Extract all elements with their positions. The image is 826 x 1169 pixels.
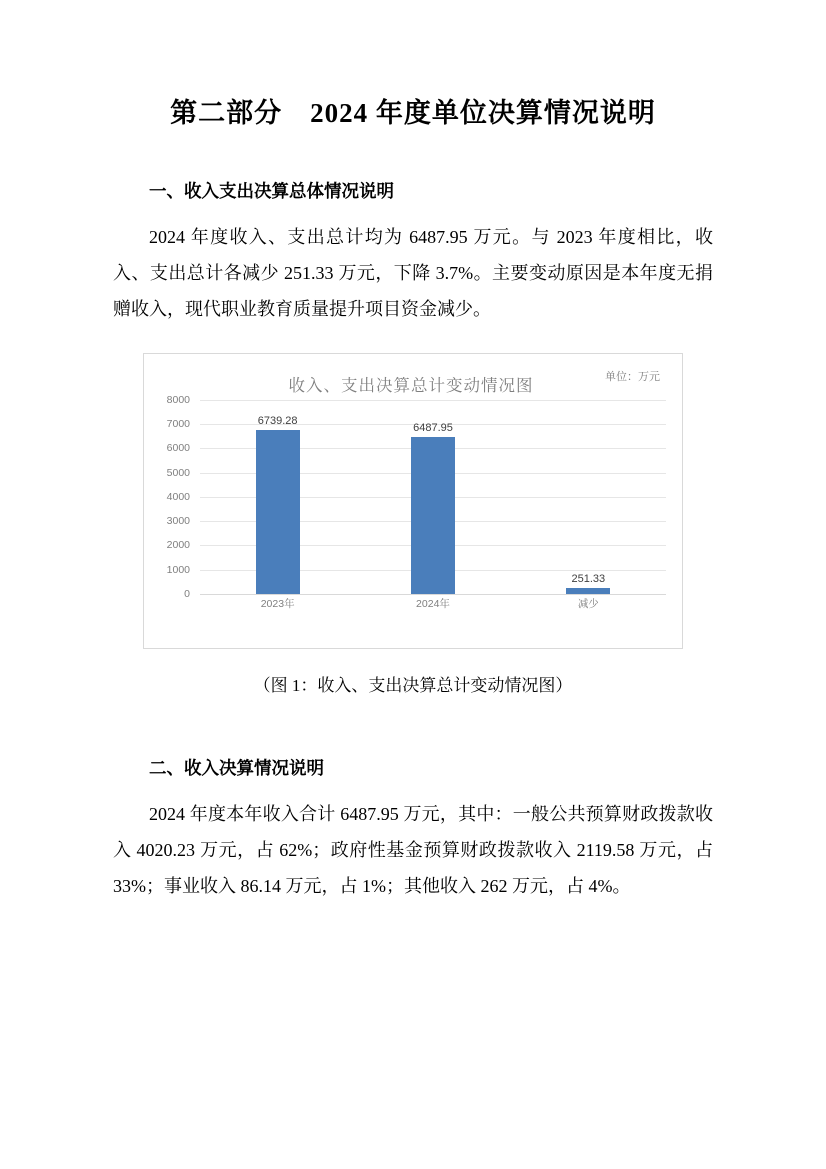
spacer [113,205,713,219]
chart-y-axis [152,393,196,600]
bar-group [200,400,355,594]
spacer [113,133,713,177]
y-tick: 7000 [166,418,190,431]
bar-group [355,400,510,594]
y-tick: 6000 [166,442,190,455]
bar-value-label: 6487.95 [413,421,453,434]
spacer [113,696,713,754]
section-heading-two: 二、收入决算情况说明 [149,757,324,778]
bar-value-label: 251.33 [571,572,606,585]
y-tick: 0 [184,587,190,600]
spacer [113,782,713,796]
x-tick: 2023年 [260,597,295,610]
chart-bars [200,400,666,594]
title-part-one: 第二部分 [170,98,283,128]
section-heading-one: 一、收入支出决算总体情况说明 [149,180,394,201]
section-two-paragraph: 2024 年度本年收入合计 6487.95 万元，其中：一般公共预算财政拨款收入 4020.23 万元，占 62%；政府性基金预算财政拨款收入 2119.58 万元，占 33%；事业收入 86.14 万元，占 1%；其他收入 262 万元，占 4%。 [113,803,713,896]
page-content [113,95,713,904]
section-one-paragraph: 2024 年度收入、支出总计均为 6487.95 万元。与 2023 年度相比，收入、支出总计各减少 251.33 万元，下降 3.7%。主要变动原因是本年度无捐赠收入，现代职业教育质量提升项目资金减少。 [113,226,713,319]
bar-group [511,400,666,594]
x-tick: 减少 [577,597,599,610]
y-tick: 4000 [166,490,190,503]
figure-one-caption: （图 1：收入、支出决算总计变动情况图） [253,675,573,695]
figure-one-chart [143,353,683,649]
y-tick: 2000 [166,539,190,552]
bar [566,588,610,594]
bar [256,430,300,593]
chart-title: 收入、支出决算总计变动情况图 [288,376,534,395]
bar-value-label: 6739.28 [257,415,298,428]
title-part-two: 2024 年度单位决算情况说明 [310,98,656,128]
chart-plot-area [152,393,670,618]
y-tick: 3000 [166,515,190,528]
y-tick: 8000 [166,393,190,406]
y-tick: 1000 [166,563,190,576]
bar [411,437,455,594]
page-title [113,95,713,133]
chart-unit-label: 单位：万元 [605,370,660,383]
x-tick: 2024年 [416,597,450,610]
spacer [113,327,713,353]
chart-x-axis [200,596,666,611]
y-tick: 5000 [166,466,190,479]
